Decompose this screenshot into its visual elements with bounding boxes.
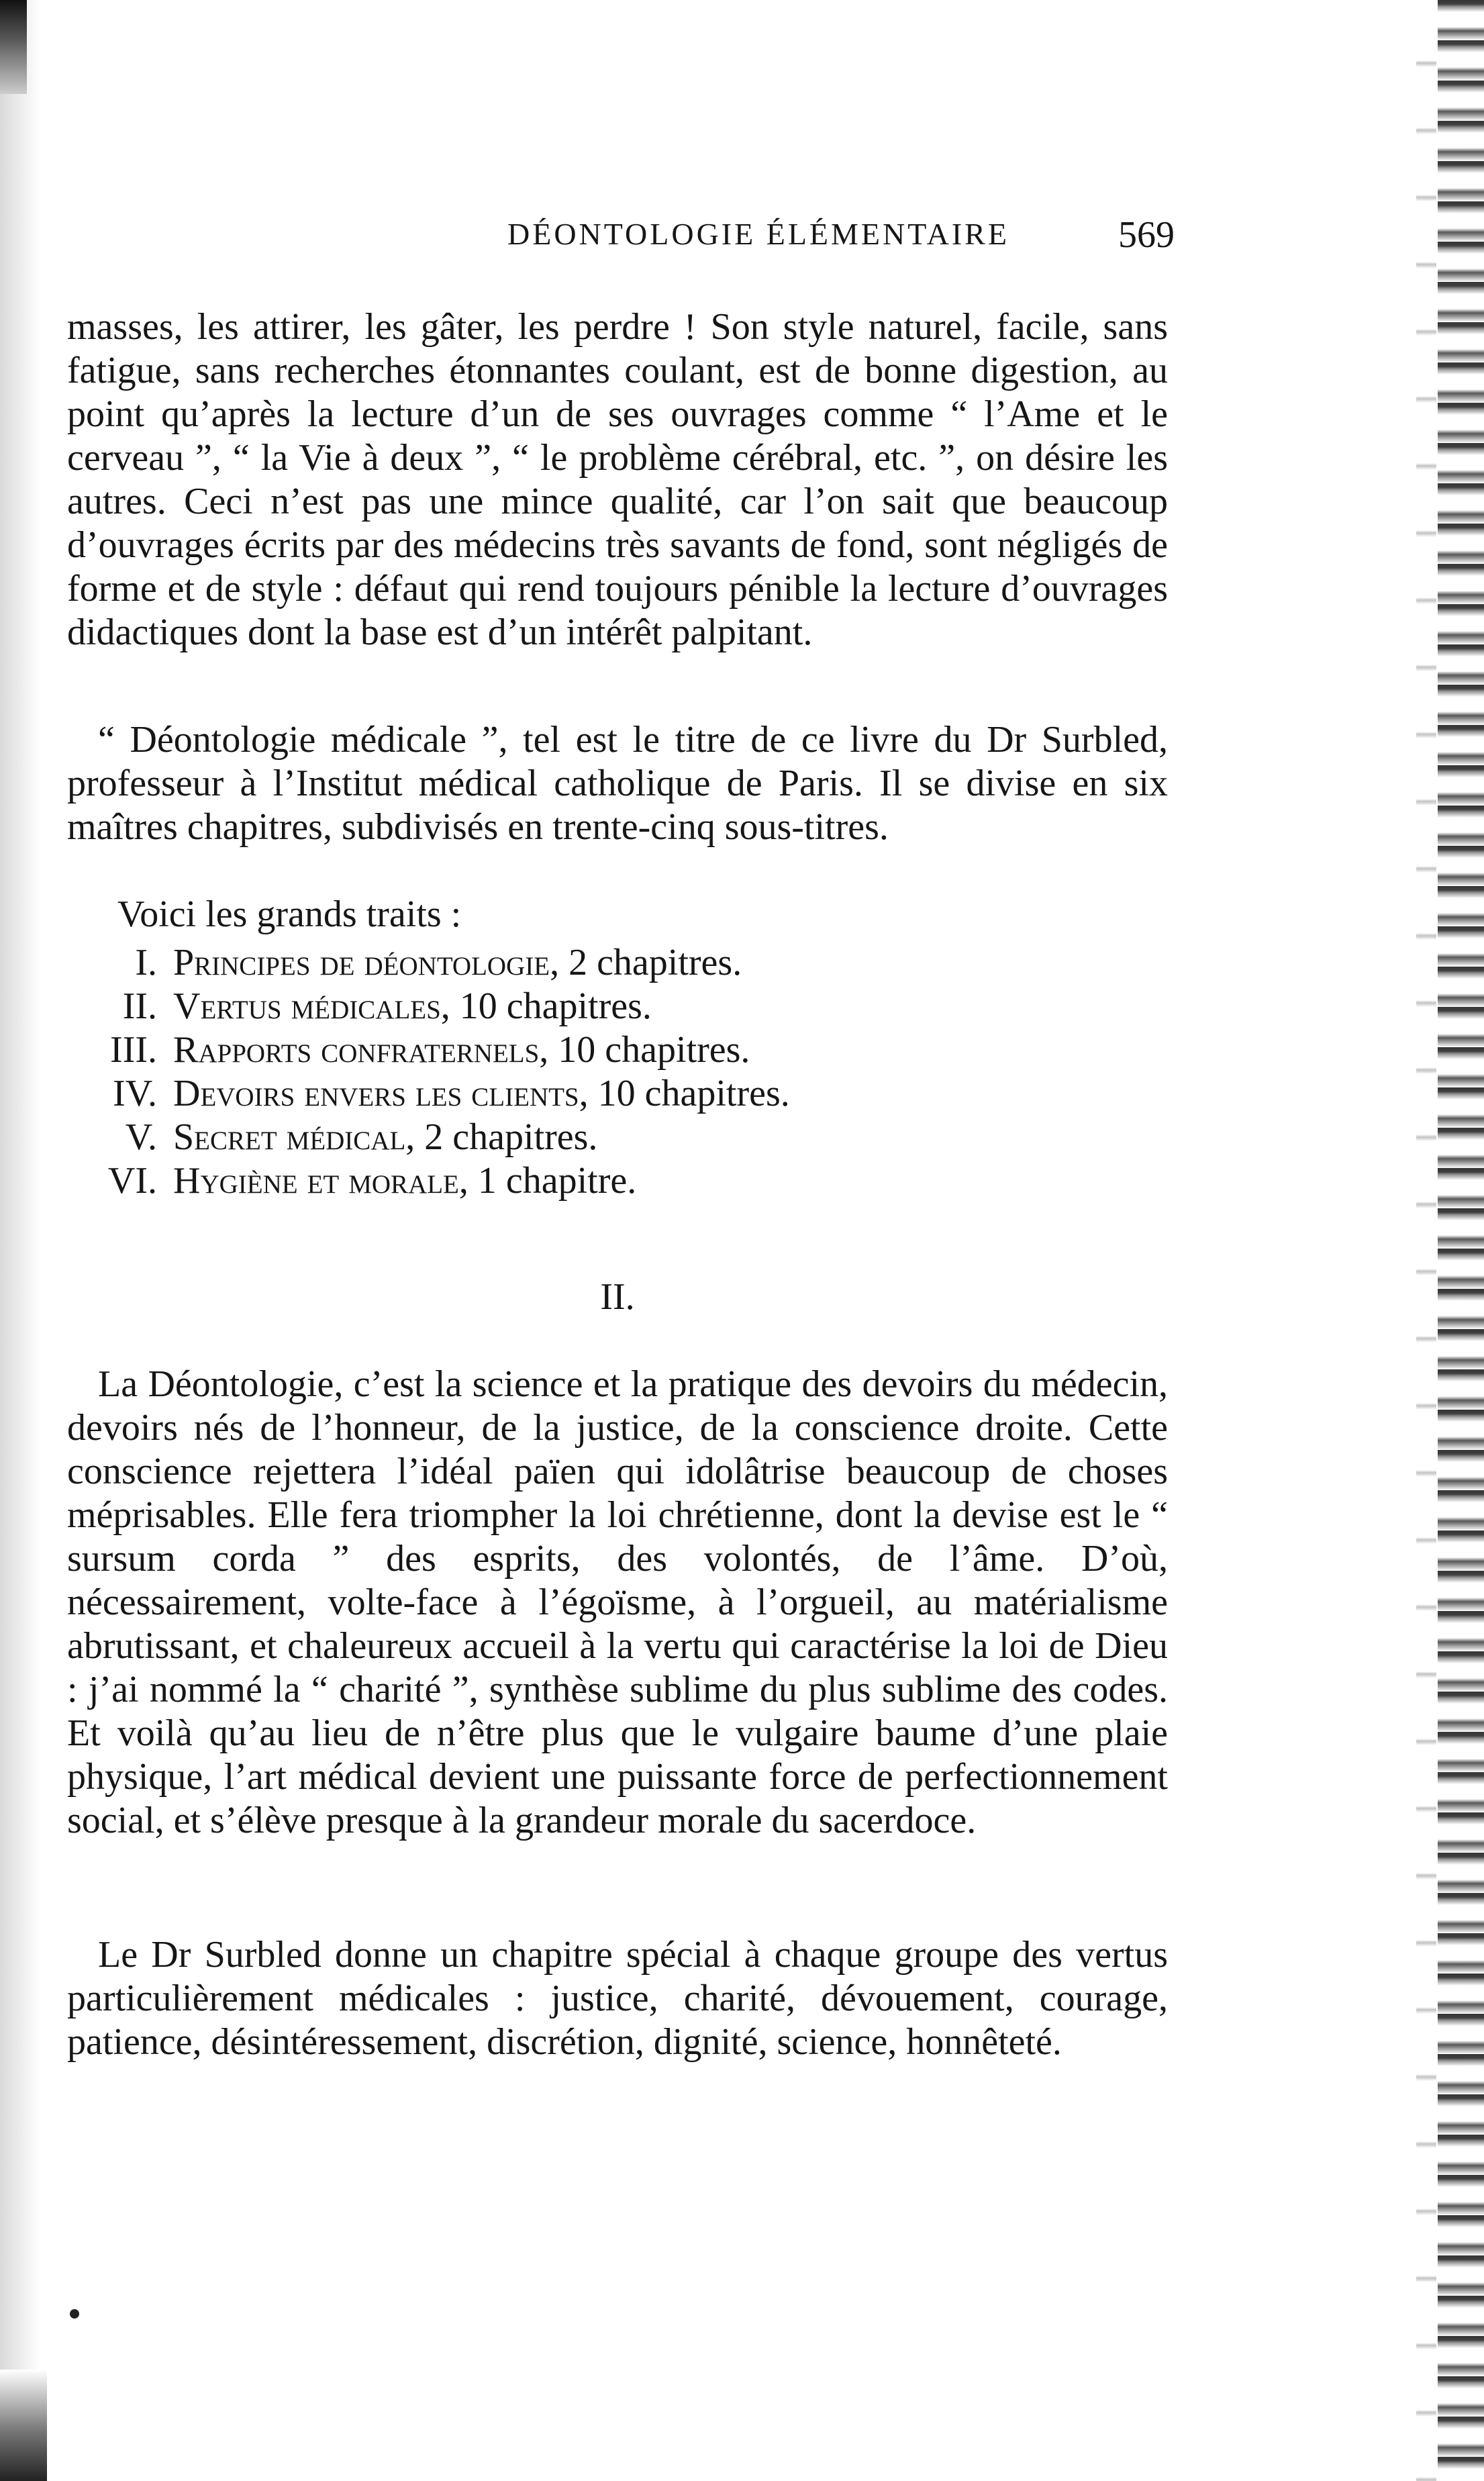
toc-title: Vertus médicales [173,985,441,1027]
toc-item [87,1072,1094,1116]
scan-noise-right [1416,0,1436,2481]
toc-title: Principes de déontologie [173,942,550,983]
toc-count: , 10 chapitres. [539,1029,750,1071]
ink-dot [70,2309,79,2319]
toc-item [87,1028,1094,1072]
toc-title: Rapports confraternels [173,1029,540,1071]
paragraph-book-intro: “ Déontologie médicale ”, tel est le titre de ce livre du Dr Surbled, professeur à l’Institut médical catholique de Paris. Il se divise en six maîtres chapitres, subdivisés en trente-cinq sous-titres. [67,719,1168,848]
section-heading: II. [600,1276,635,1318]
toc-title: Secret médical [173,1116,406,1158]
scan-edge-right [1438,0,1484,2481]
paragraph-vertus: Le Dr Surbled donne un chapitre spécial à chaque groupe des vertus particulièrement médicales : justice, charité, dévouement, courage, patience, désintéressement, discrétion, dignité, science, honnêteté. [67,1934,1168,2063]
toc-number: II. [122,985,157,1027]
toc-number: V. [125,1116,157,1158]
toc-item [87,941,1094,985]
toc-count: , 2 chapitres. [405,1116,598,1158]
chapter-list [87,941,1094,1203]
scan-shadow-left [0,0,40,2481]
paragraph-continuation: masses, les attirer, les gâter, les perdre ! Son style naturel, facile, sans fatigue, sans recherches étonnantes coulant, est de bonne digestion, au point qu’après la lecture d’un de ses ouvrages comme “ l’Ame et le cerveau ”, “ la Vie à deux ”, “ le problème cérébral, etc. ”, on désire les autres. Ceci n’est pas une mince qualité, car l’on sait que beaucoup d’ouvrages écrits par des médecins très savants de fond, sont négligés de forme et de style : défaut qui rend toujours pénible la lecture d’ouvrages didactiques dont la base est d’un intérêt palpitant. [67,306,1168,653]
toc-number: III. [110,1029,157,1071]
toc-number: I. [135,942,157,983]
toc-item [87,1116,1094,1159]
toc-item [87,985,1094,1028]
toc-count: , 1 chapitre. [458,1160,637,1202]
toc-number: IV. [113,1073,157,1114]
toc-count: , 10 chapitres. [579,1073,790,1114]
toc-count: , 2 chapitres. [550,942,742,983]
paragraph-deontologie: La Déontologie, c’est la science et la pratique des devoirs du médecin, devoirs nés de l’honneur, de la justice, de la conscience droite. Cette conscience rejettera l’idéal païen qui idolâtrise beaucoup de choses méprisables. Elle fera triompher la loi chrétienne, dont la devise est le “ sursum corda ” des esprits, des volontés, de l’âme. D’où, nécessairement, volte-face à l’égoïsme, à l’orgueil, au matérialisme abrutissant, et chaleureux accueil à la vertu qui caractérise la loi de Dieu : j’ai nommé la “ charité ”, synthèse sublime du plus sublime des codes. Et voilà qu’au lieu de n’être plus que le vulgaire baume d’une plaie physique, l’art médical devient une puissante force de perfectionnement social, et s’élève presque à la grandeur morale du sacerdoce. [67,1363,1168,1841]
book-intro-block [67,718,1168,849]
scan-shadow-bottom-left [0,2370,47,2481]
opening-paragraph-block [67,305,1168,654]
closing-paragraph-block [67,1933,1168,2064]
page-number: 569 [1118,214,1175,256]
toc-intro: Voici les grands traits : [117,893,462,935]
toc-count: , 10 chapitres. [440,985,652,1027]
running-title: DÉONTOLOGIE ÉLÉMENTAIRE [507,217,1009,251]
toc-item [87,1159,1094,1203]
toc-number: VI. [107,1160,157,1202]
scan-shadow-top-left [0,0,27,94]
toc-title: Hygiène et morale [173,1160,459,1202]
toc-title: Devoirs envers les clients [173,1073,579,1114]
section-two-block [67,1363,1168,1843]
